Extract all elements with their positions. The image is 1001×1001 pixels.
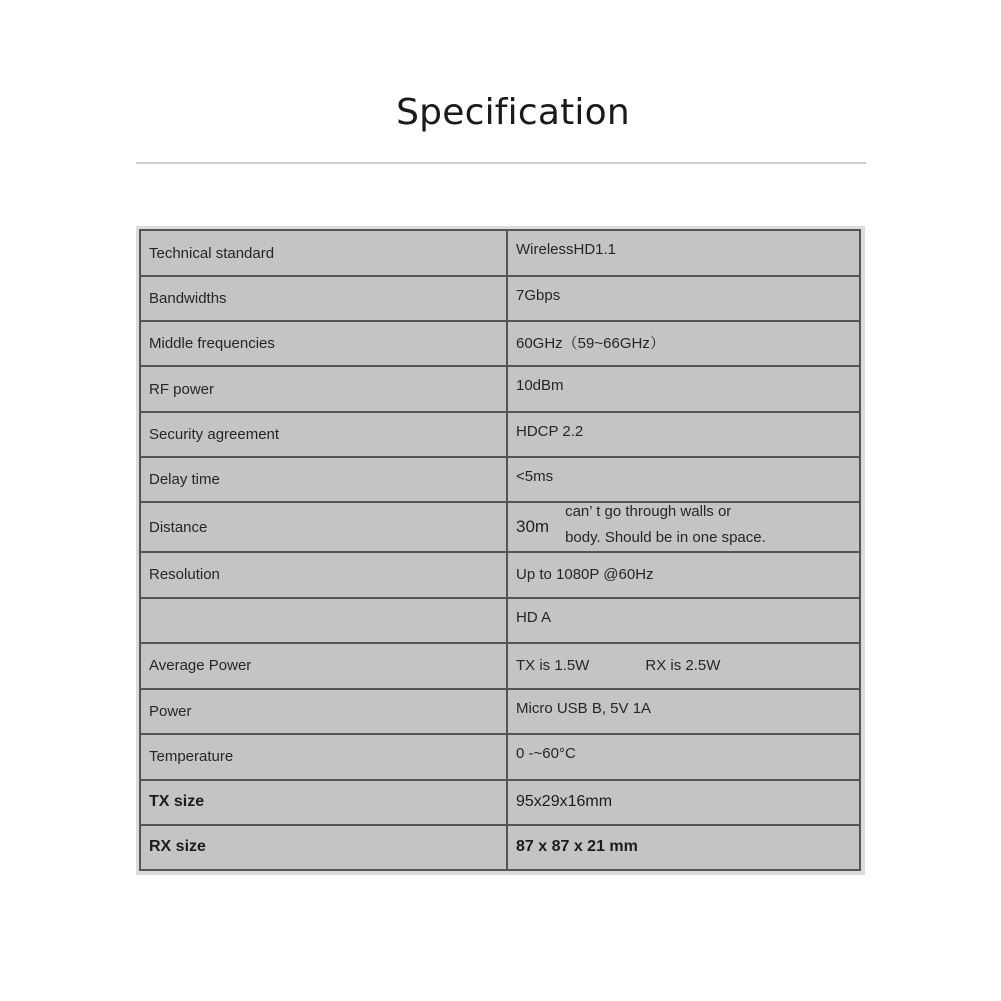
spec-value: HD A bbox=[507, 598, 860, 643]
spec-row-technical-standard bbox=[140, 230, 860, 276]
distance-note-line-2: body. Should be in one space. bbox=[565, 529, 766, 547]
spec-value: 95x29x16mm bbox=[507, 780, 860, 825]
spec-row-resolution bbox=[140, 552, 860, 597]
title-divider bbox=[136, 162, 866, 164]
spec-label: Resolution bbox=[140, 552, 507, 597]
spec-row-average-power bbox=[140, 643, 860, 689]
spec-value: 60GHz（59~66GHz） bbox=[507, 321, 860, 366]
spec-label: Temperature bbox=[140, 734, 507, 780]
spec-row-middle-frequencies bbox=[140, 321, 860, 366]
spec-value: WirelessHD1.1 bbox=[507, 230, 860, 276]
spec-label: Technical standard bbox=[140, 230, 507, 276]
spec-label: TX size bbox=[140, 780, 507, 825]
spec-label: Middle frequencies bbox=[140, 321, 507, 366]
spec-value bbox=[507, 502, 860, 552]
spec-row-rx-size bbox=[140, 825, 860, 870]
spec-row-distance bbox=[140, 502, 860, 552]
spec-value: HDCP 2.2 bbox=[507, 412, 860, 457]
spec-row-bandwidths bbox=[140, 276, 860, 321]
specification-grid bbox=[139, 229, 861, 871]
average-power-tx: TX is 1.5W bbox=[516, 657, 590, 675]
spec-label bbox=[140, 598, 507, 643]
page-title: Specification bbox=[396, 92, 630, 133]
spec-row-delay-time bbox=[140, 457, 860, 502]
distance-note bbox=[565, 502, 815, 551]
spec-label: Power bbox=[140, 689, 507, 734]
spec-row-power bbox=[140, 689, 860, 734]
spec-value: Micro USB B, 5V 1A bbox=[507, 689, 860, 734]
spec-row-tx-size bbox=[140, 780, 860, 825]
spec-value: <5ms bbox=[507, 457, 860, 502]
spec-value: 0 -~60°C bbox=[507, 734, 860, 780]
spec-value: 87 x 87 x 21 mm bbox=[507, 825, 860, 870]
spec-row-temperature bbox=[140, 734, 860, 780]
spec-row-interface bbox=[140, 598, 860, 643]
spec-value: 7Gbps bbox=[507, 276, 860, 321]
spec-row-rf-power bbox=[140, 366, 860, 412]
spec-label: RX size bbox=[140, 825, 507, 870]
distance-note-line-1: can’ t go through walls or bbox=[565, 503, 732, 521]
spec-label: RF power bbox=[140, 366, 507, 412]
spec-value: 10dBm bbox=[507, 366, 860, 412]
spec-label: Average Power bbox=[140, 643, 507, 689]
distance-value: 30m bbox=[516, 517, 550, 537]
spec-row-security-agreement bbox=[140, 412, 860, 457]
spec-value: Up to 1080P @60Hz bbox=[507, 552, 860, 597]
spec-label: Distance bbox=[140, 502, 507, 552]
specification-table bbox=[136, 226, 865, 875]
spec-value bbox=[507, 643, 860, 689]
spec-label: Security agreement bbox=[140, 412, 507, 457]
average-power-rx: RX is 2.5W bbox=[645, 657, 721, 675]
spec-label: Delay time bbox=[140, 457, 507, 502]
spec-label: Bandwidths bbox=[140, 276, 507, 321]
